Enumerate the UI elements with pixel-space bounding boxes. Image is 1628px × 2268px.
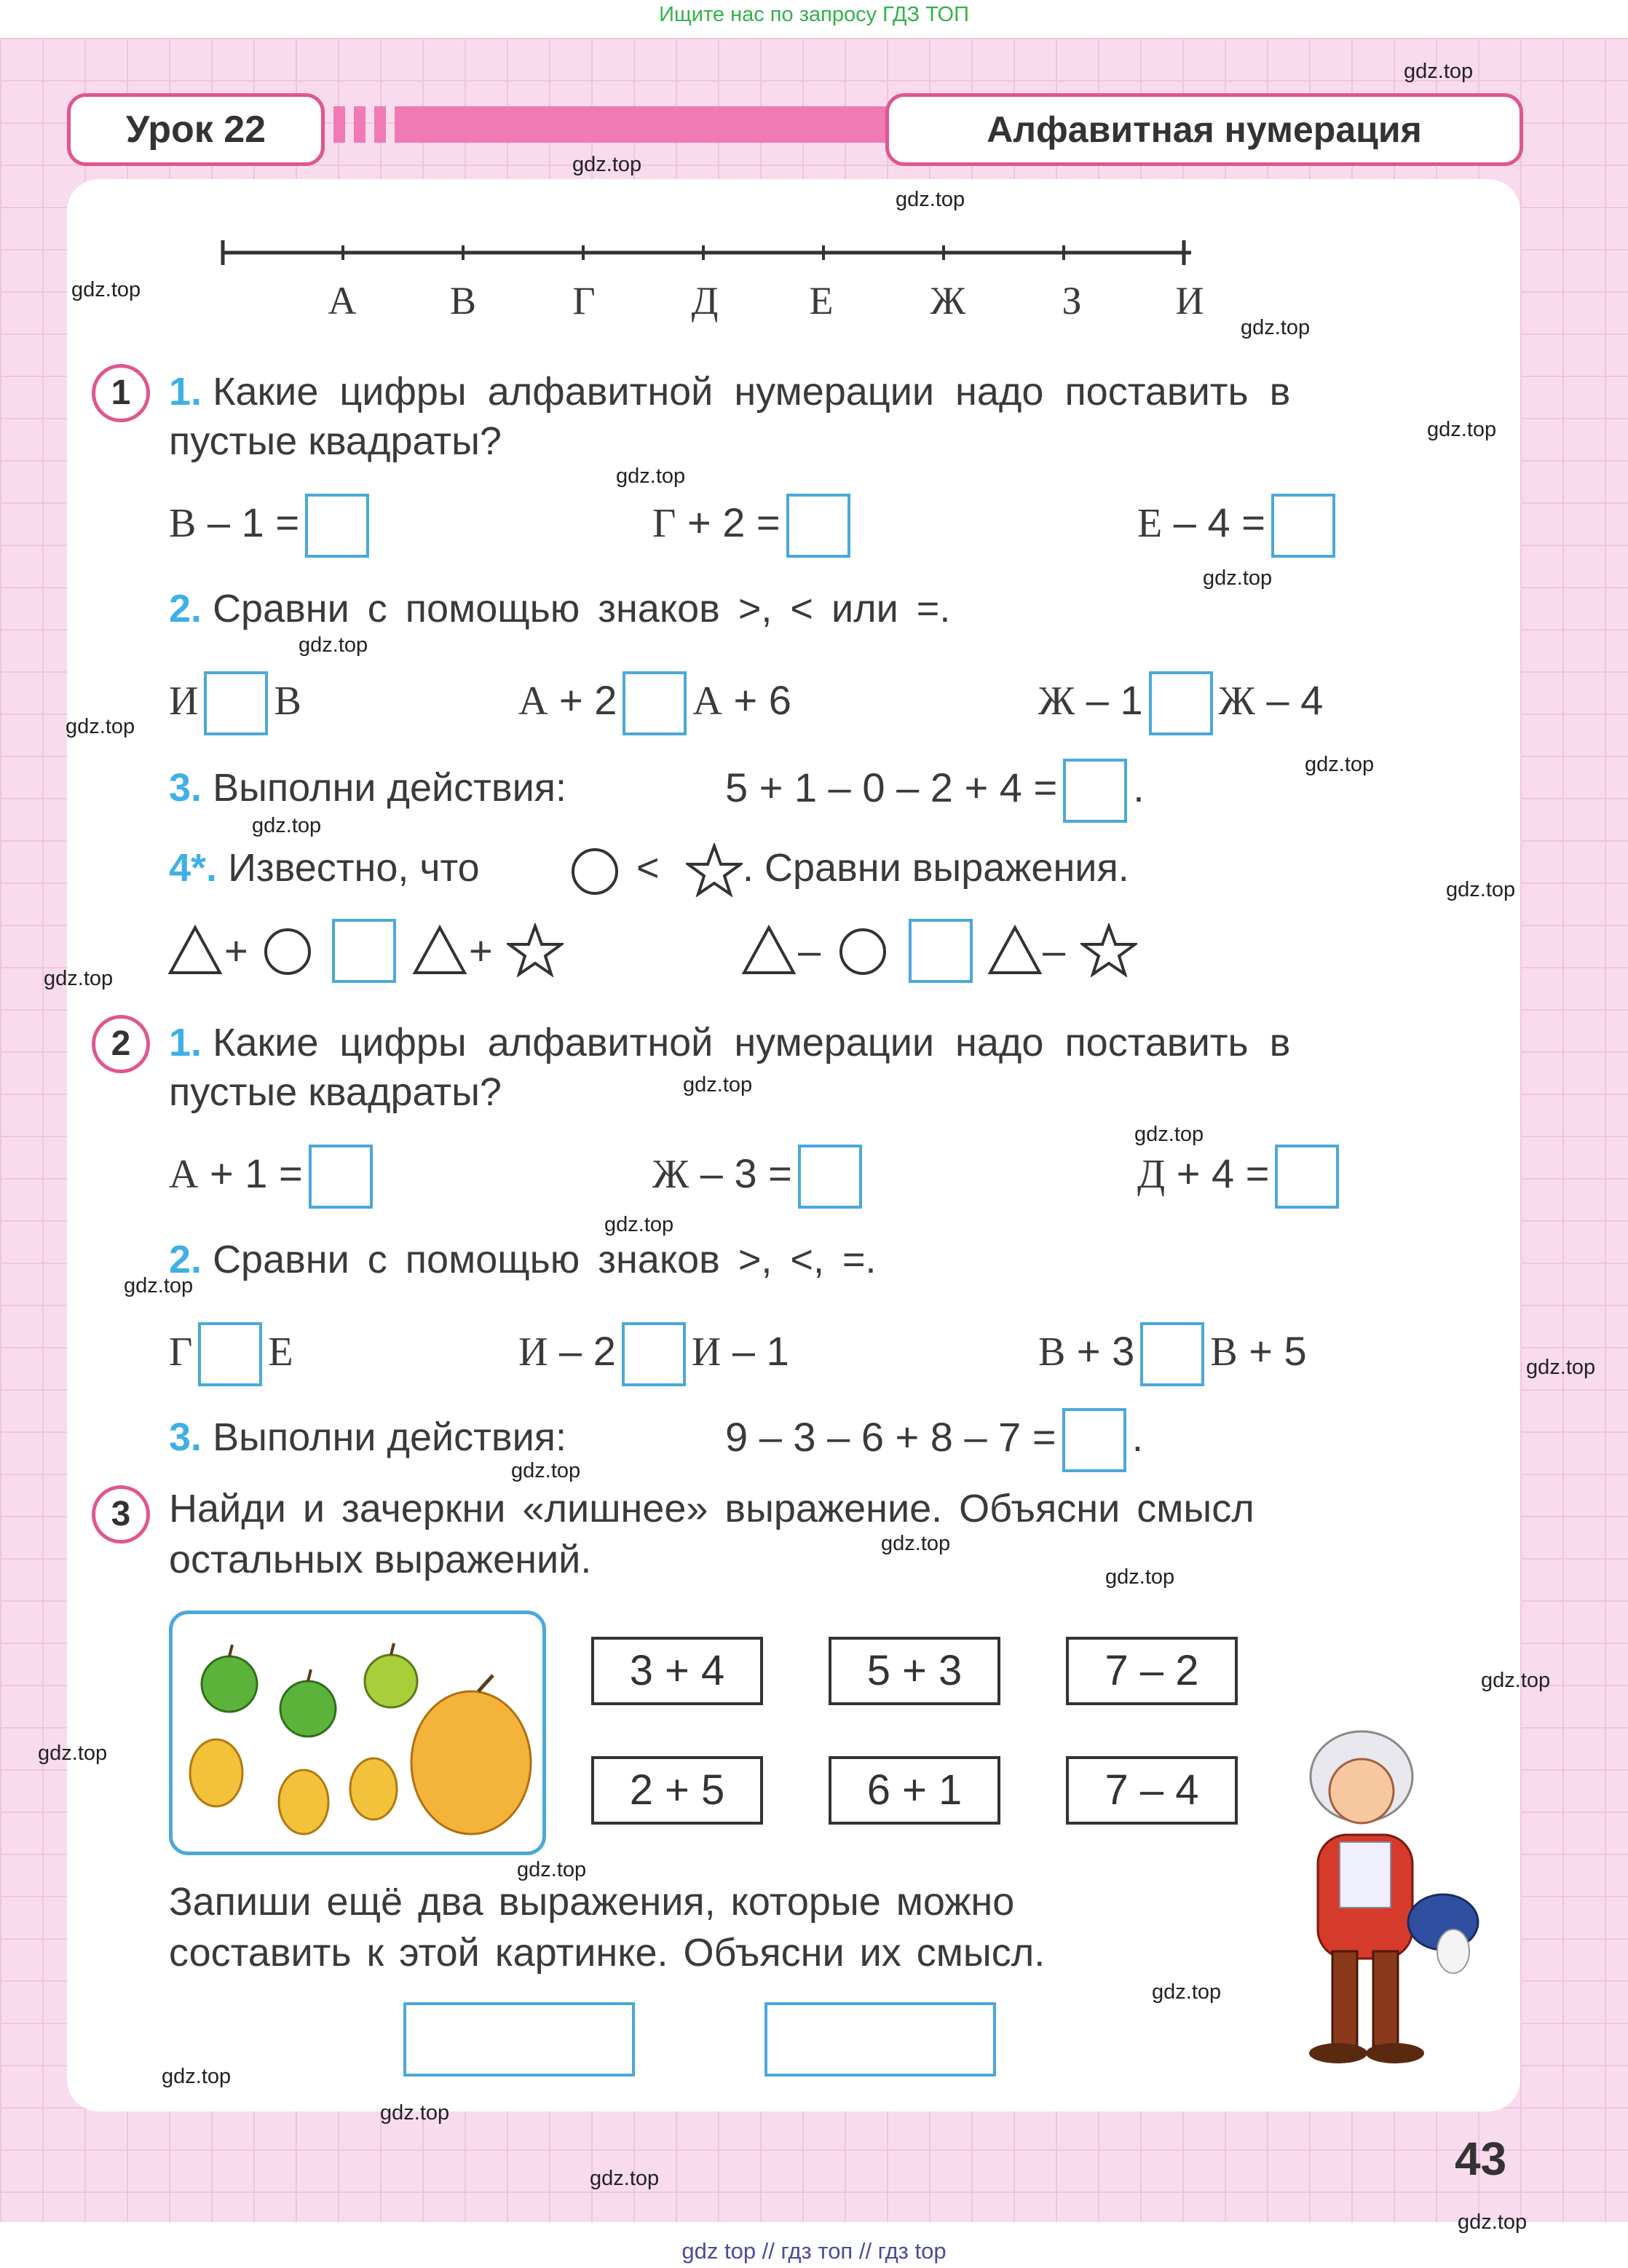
task3-text2-line2: составить к этой картинке. Объясни их смысл.	[169, 1931, 1046, 1975]
answer-box[interactable]	[1062, 1408, 1126, 1472]
expression-card[interactable]: 5 + 3	[829, 1637, 1000, 1705]
watermark: gdz.top	[1526, 1356, 1596, 1379]
expr-rest: – 3 =	[700, 1150, 792, 1196]
q-number: 2.	[169, 1238, 202, 1281]
cmp-right-letter: Ж	[1218, 679, 1255, 724]
watermark: gdz.top	[590, 2167, 660, 2190]
number-line	[216, 234, 1206, 271]
header-bar	[405, 106, 900, 143]
watermark: gdz.top	[299, 633, 368, 657]
watermark: gdz.top	[1404, 60, 1474, 83]
cmp-right-rest: + 6	[733, 677, 791, 723]
pear-icon	[350, 1758, 397, 1819]
task1-q1-line2: пустые квадраты?	[169, 419, 502, 463]
expression-card[interactable]: 6 + 1	[829, 1756, 1000, 1825]
answer-field[interactable]	[403, 2002, 635, 2077]
answer-box[interactable]	[1271, 494, 1335, 558]
cmp-right-letter: В	[1210, 1329, 1238, 1375]
s2-expr-1	[652, 1145, 868, 1209]
numberline-letter: И	[1175, 279, 1204, 323]
op-sign: –	[1043, 928, 1066, 973]
task3-text2-line1: Запиши ещё два выражения, которые можно	[169, 1880, 1015, 1924]
task2-q3	[169, 1411, 566, 1463]
star-shape-icon	[1080, 923, 1137, 977]
watermark: gdz.top	[1203, 566, 1273, 590]
q-text-a: Известно, что	[228, 846, 480, 890]
calc-expr: 9 – 3 – 6 + 8 – 7 =	[725, 1414, 1056, 1460]
lt-sign: <	[636, 846, 660, 890]
circle-shape-icon	[569, 846, 620, 897]
numberline-letter: З	[1062, 279, 1082, 323]
cmp-left-letter: А	[518, 679, 548, 724]
cmp-right-rest: – 1	[732, 1328, 789, 1374]
cmp-right-letter: И	[691, 1329, 722, 1375]
answer-box[interactable]	[786, 494, 850, 558]
expr-letter: Д	[1137, 1152, 1166, 1197]
period: .	[1131, 1414, 1144, 1460]
watermark: gdz.top	[162, 2065, 232, 2088]
watermark: gdz.top	[616, 465, 686, 488]
watermark: gdz.top	[1458, 2210, 1528, 2234]
expr-letter: В	[169, 501, 197, 546]
watermark: gdz.top	[881, 1532, 951, 1555]
expr-letter: А	[169, 1152, 199, 1197]
pear-icon	[279, 1770, 328, 1834]
expr-rest: + 4 =	[1176, 1150, 1270, 1196]
op-sign: –	[798, 928, 821, 973]
watermark: gdz.top	[71, 278, 141, 301]
numberline-letter: В	[449, 279, 477, 323]
q-text: Какие цифры алфавитной нумерации надо поставить в	[213, 370, 1291, 414]
compare-box[interactable]	[1140, 1322, 1204, 1386]
triangle-shape-icon	[167, 925, 223, 976]
s1-compare-1	[518, 671, 791, 735]
watermark: gdz.top	[572, 153, 642, 176]
character-illustration	[1252, 1711, 1514, 2090]
task-badge-2: 2	[92, 1015, 150, 1073]
q-text: Выполни действия:	[213, 1415, 567, 1459]
apple-icon	[280, 1681, 336, 1736]
cmp-left-letter: Ж	[1038, 679, 1075, 724]
compare-box[interactable]	[198, 1322, 262, 1386]
calc-expr: 5 + 1 – 0 – 2 + 4 =	[725, 764, 1058, 810]
numberline-letter: А	[328, 279, 357, 323]
watermark: gdz.top	[44, 967, 114, 990]
cmp-left: Г	[169, 1329, 193, 1375]
watermark: gdz.top	[896, 188, 965, 211]
watermark: gdz.top	[1241, 316, 1311, 339]
expr-rest: + 2 =	[687, 499, 781, 545]
s2-compare-0	[169, 1322, 293, 1386]
task1-q1	[169, 366, 1290, 418]
task1-q4	[169, 842, 480, 894]
expression-card[interactable]: 7 – 2	[1066, 1637, 1238, 1705]
task1-q3	[169, 762, 566, 814]
q-text: Какие цифры алфавитной нумерации надо поставить в	[213, 1021, 1291, 1064]
watermark: gdz.top	[511, 1459, 581, 1482]
watermark: gdz.top	[1481, 1669, 1551, 1692]
circle-shape-icon	[837, 926, 888, 977]
watermark: gdz.top	[1105, 1565, 1175, 1589]
watermark: gdz.top	[66, 715, 135, 738]
expr-rest: + 1 =	[210, 1150, 303, 1196]
compare-box[interactable]	[332, 919, 396, 983]
cmp-right: Е	[268, 1329, 293, 1375]
expression-card[interactable]: 7 – 4	[1066, 1756, 1238, 1825]
lesson-title: Алфавитная нумерация	[885, 93, 1523, 166]
q-text: Выполни действия:	[213, 766, 567, 810]
cmp-right: В	[274, 679, 301, 724]
header-stripes	[333, 106, 406, 143]
task1-q2	[169, 582, 950, 635]
cmp-left-rest: + 2	[559, 677, 617, 723]
apple-icon	[365, 1655, 417, 1707]
task-badge-1: 1	[92, 364, 150, 422]
task2-q2	[169, 1233, 877, 1286]
watermark: gdz.top	[38, 1742, 108, 1765]
compare-box[interactable]	[204, 671, 268, 735]
op-sign: +	[469, 928, 493, 973]
expr-rest: – 4 =	[1173, 499, 1265, 545]
s1-expr-1	[652, 494, 856, 558]
q-number: 3.	[169, 766, 202, 810]
s1-expr-0	[169, 494, 375, 558]
cmp-left-rest: – 2	[559, 1328, 616, 1374]
compare-box[interactable]	[622, 1322, 686, 1386]
watermark: gdz.top	[124, 1274, 194, 1297]
cmp-right-rest: + 5	[1249, 1328, 1307, 1374]
fruit-picture	[169, 1611, 546, 1855]
s1-compare-0	[169, 671, 301, 735]
s1-expr-2	[1137, 494, 1341, 558]
watermark: gdz.top	[1427, 418, 1497, 441]
expression-card[interactable]: 2 + 5	[591, 1756, 763, 1825]
s1-q3-expression	[725, 759, 1145, 823]
op-sign: +	[224, 928, 248, 973]
q-number: 1.	[169, 370, 202, 414]
expression-card[interactable]: 3 + 4	[591, 1637, 763, 1705]
numberline-letter: Ж	[930, 279, 966, 323]
answer-box[interactable]	[1063, 759, 1127, 823]
cmp-left-letter: В	[1038, 1329, 1066, 1375]
watermark: gdz.top	[604, 1213, 674, 1236]
answer-box[interactable]	[309, 1145, 373, 1209]
answer-box[interactable]	[798, 1145, 862, 1209]
triangle-shape-icon	[987, 925, 1043, 976]
circle-shape-icon	[262, 926, 313, 977]
pear-icon	[190, 1739, 242, 1806]
s2-compare-2	[1038, 1322, 1307, 1386]
task2-q1	[169, 1016, 1290, 1069]
numberline-letter: Д	[691, 279, 719, 323]
s2-compare-1	[518, 1322, 789, 1386]
top-search-link[interactable]: Ищите нас по запросу ГДЗ ТОП	[659, 3, 969, 26]
expr-letter: Ж	[652, 1152, 689, 1197]
triangle-shape-icon	[412, 925, 467, 976]
watermark: gdz.top	[252, 814, 322, 837]
compare-box[interactable]	[909, 919, 973, 983]
numberline-letter: Е	[809, 279, 834, 323]
q-number: 2.	[169, 587, 202, 631]
bottom-links[interactable]: gdz top // гдз топ // гдз top	[681, 2238, 947, 2264]
answer-box[interactable]	[1275, 1145, 1339, 1209]
watermark: gdz.top	[1134, 1123, 1204, 1146]
cmp-left-letter: И	[518, 1329, 548, 1375]
answer-field[interactable]	[764, 2002, 996, 2077]
star-shape-icon	[686, 843, 743, 897]
task2-q1-line2: пустые квадраты?	[169, 1070, 502, 1114]
lesson-label: Урок 22	[67, 93, 325, 166]
task3-text-line1: Найди и зачеркни «лишнее» выражение. Объясни смысл	[169, 1487, 1254, 1530]
answer-box[interactable]	[305, 494, 369, 558]
s2-expr-2	[1137, 1145, 1345, 1209]
s1-compare-2	[1038, 671, 1323, 735]
compare-box[interactable]	[1149, 671, 1213, 735]
watermark: gdz.top	[683, 1073, 753, 1097]
watermark: gdz.top	[517, 1858, 587, 1881]
star-shape-icon	[507, 923, 564, 977]
watermark: gdz.top	[380, 2101, 450, 2125]
fruit-illustration	[173, 1614, 542, 1852]
s2-expr-0	[169, 1145, 379, 1209]
watermark: gdz.top	[1446, 878, 1516, 901]
apple-icon	[202, 1656, 257, 1712]
q-text: Сравни с помощью знаков >, <, =.	[213, 1238, 877, 1281]
numberline-letter: Г	[572, 279, 596, 323]
expr-letter: Г	[652, 501, 676, 546]
cmp-right-rest: – 4	[1266, 677, 1324, 723]
task-badge-3: 3	[92, 1485, 150, 1544]
page-number: 43	[1455, 2133, 1507, 2185]
q-number: 4*.	[169, 846, 218, 890]
watermark: gdz.top	[1305, 753, 1375, 776]
cmp-left-rest: – 1	[1086, 677, 1143, 723]
period: .	[1133, 764, 1145, 810]
cmp-left: И	[169, 679, 199, 724]
q-number: 3.	[169, 1415, 202, 1459]
big-pear-icon	[411, 1691, 531, 1834]
s2-q3-expression	[725, 1408, 1143, 1472]
q-number: 1.	[169, 1021, 202, 1064]
task1-q4-text-b: . Сравни выражения.	[743, 846, 1129, 890]
cmp-right-letter: А	[692, 679, 722, 724]
compare-box[interactable]	[623, 671, 687, 735]
watermark: gdz.top	[1152, 1980, 1222, 2004]
triangle-shape-icon	[741, 925, 797, 976]
cmp-left-rest: + 3	[1076, 1328, 1135, 1374]
task3-text-line2: остальных выражений.	[169, 1538, 592, 1581]
q-text: Сравни с помощью знаков >, < или =.	[213, 587, 951, 631]
expr-letter: Е	[1137, 501, 1163, 546]
expr-rest: – 1 =	[207, 499, 300, 545]
